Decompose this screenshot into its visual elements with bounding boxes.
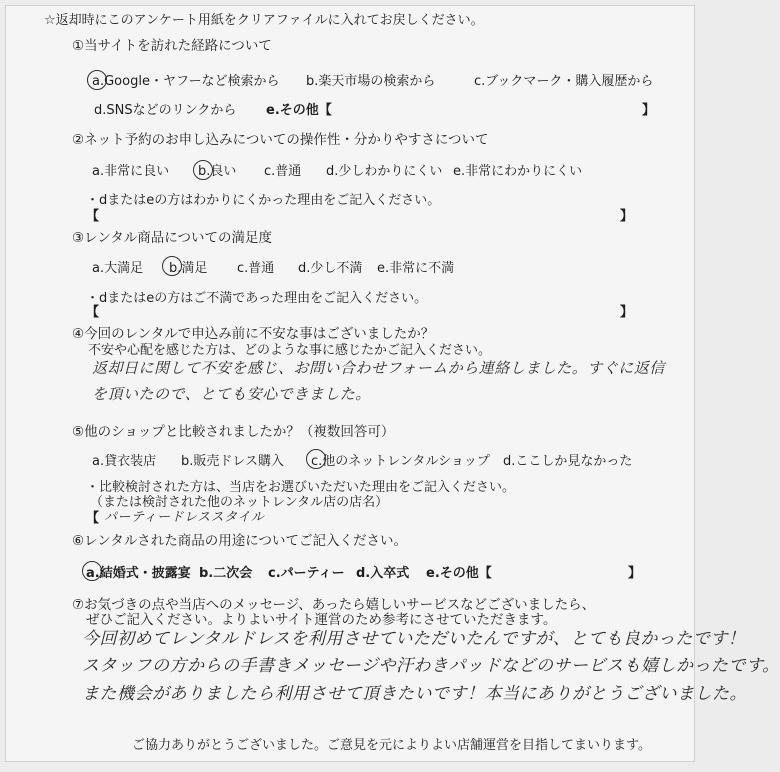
q1-option-c: c.ブックマーク・購入履歴から	[474, 74, 654, 89]
q5-option-a: a.貸衣装店	[92, 454, 157, 469]
q1-option-a: a.Google・ヤフーなど検索から	[92, 74, 280, 89]
q3-bracket-close: 】	[620, 305, 634, 320]
q4-sub: 不安や心配を感じた方は、どのような事に感じたかご記入ください。	[88, 343, 492, 358]
q3-option-d: d.少し不満	[298, 261, 363, 276]
q6-option-c: c.パーティー	[268, 566, 345, 581]
q1-option-e: e.その他【	[266, 103, 332, 118]
survey-sheet	[5, 5, 780, 762]
q5-answer: パーティードレススタイル	[104, 510, 265, 525]
q6-option-d: d.入卒式	[356, 566, 410, 581]
q3-option-a: a.大満足	[92, 261, 144, 276]
q4-answer-line-1: 返却日に関して不安を感じ、お問い合わせフォームから連絡しました。すぐに返信	[92, 359, 665, 377]
q6-option-a: a.結婚式・披露宴	[86, 566, 191, 581]
q4-title: ④今回のレンタルで申込み前に不安な事はございましたか？	[72, 326, 435, 342]
q6-option-e: e.その他【	[426, 566, 492, 581]
q7-answer-line-3: また機会がありましたら利用させて頂きたいです！本当にありがとうございました。	[82, 684, 747, 704]
q5-title: ⑤他のショップと比較されましたか？（複数回答可）	[72, 424, 395, 440]
q2-bracket-open: 【	[86, 209, 100, 224]
q2-title: ②ネット予約のお申し込みについての操作性・分かりやすさについて	[72, 132, 489, 148]
q3-bracket-open: 【	[86, 305, 100, 320]
q5-option-b: b.販売ドレス購入	[181, 454, 284, 469]
q6-title: ⑥レンタルされた商品の用途についてご記入ください。	[72, 533, 407, 549]
q7-answer-line-2: スタッフの方からの手書きメッセージや汗わきパッドなどのサービスも嬉しかったです。	[82, 656, 780, 676]
q2-followup: ・dまたはeの方はわかりにくかった理由をご記入ください。	[86, 193, 441, 208]
q2-option-e: e.非常にわかりにくい	[453, 164, 583, 179]
q2-option-c: c.普通	[264, 164, 302, 179]
q5-followup-2: （または検討された他のネットレンタル店の店名）	[90, 495, 389, 510]
q2-bracket-close: 】	[620, 209, 634, 224]
q1-title: ①当サイトを訪れた経路について	[72, 38, 272, 54]
return-note: ☆返却時にこのアンケート用紙をクリアファイルに入れてお戻しください。	[44, 13, 484, 28]
q2-option-a: a.非常に良い	[92, 164, 170, 179]
q1-option-b: b.楽天市場の検索から	[306, 74, 436, 89]
q5-bracket-open: 【	[86, 511, 100, 526]
q3-option-e: e.非常に不満	[377, 261, 455, 276]
q6-option-b: b.二次会	[199, 566, 253, 581]
q3-followup: ・dまたはeの方はご不満であった理由をご記入ください。	[86, 291, 428, 306]
q3-option-c: c.普通	[237, 261, 275, 276]
q5-option-c: c.他のネットレンタルショップ	[311, 454, 490, 469]
q3-title: ③レンタル商品についての満足度	[72, 230, 272, 246]
q2-option-b: b.良い	[198, 164, 237, 179]
footer-thanks: ご協力ありがとうございました。ご意見を元によりよい店舗運営を目指してまいります。	[132, 738, 651, 753]
q5-followup-1: ・比較検討された方は、当店をお選びいただいた理由をご記入ください。	[86, 480, 516, 495]
q4-answer-line-2: を頂いたので、とても安心できました。	[92, 385, 371, 403]
q2-option-d: d.少しわかりにくい	[326, 164, 443, 179]
q7-answer-line-1: 今回初めてレンタルドレスを利用させていただいたんですが、とても良かったです！	[82, 629, 746, 649]
q1-option-d: d.SNSなどのリンクから	[94, 103, 237, 118]
q5-option-d: d.ここしか見なかった	[503, 454, 633, 469]
q7-title: ⑦お気づきの点や当店へのメッセージ、あったら嬉しいサービスなどございましたら、	[72, 597, 596, 613]
q7-sub: ぜひご記入ください。よりよいサイト運営のため参考にさせていただきます。	[86, 612, 557, 628]
q1-bracket-close: 】	[642, 103, 656, 118]
q6-bracket-close: 】	[628, 566, 642, 581]
q3-option-b: b.満足	[169, 261, 208, 276]
